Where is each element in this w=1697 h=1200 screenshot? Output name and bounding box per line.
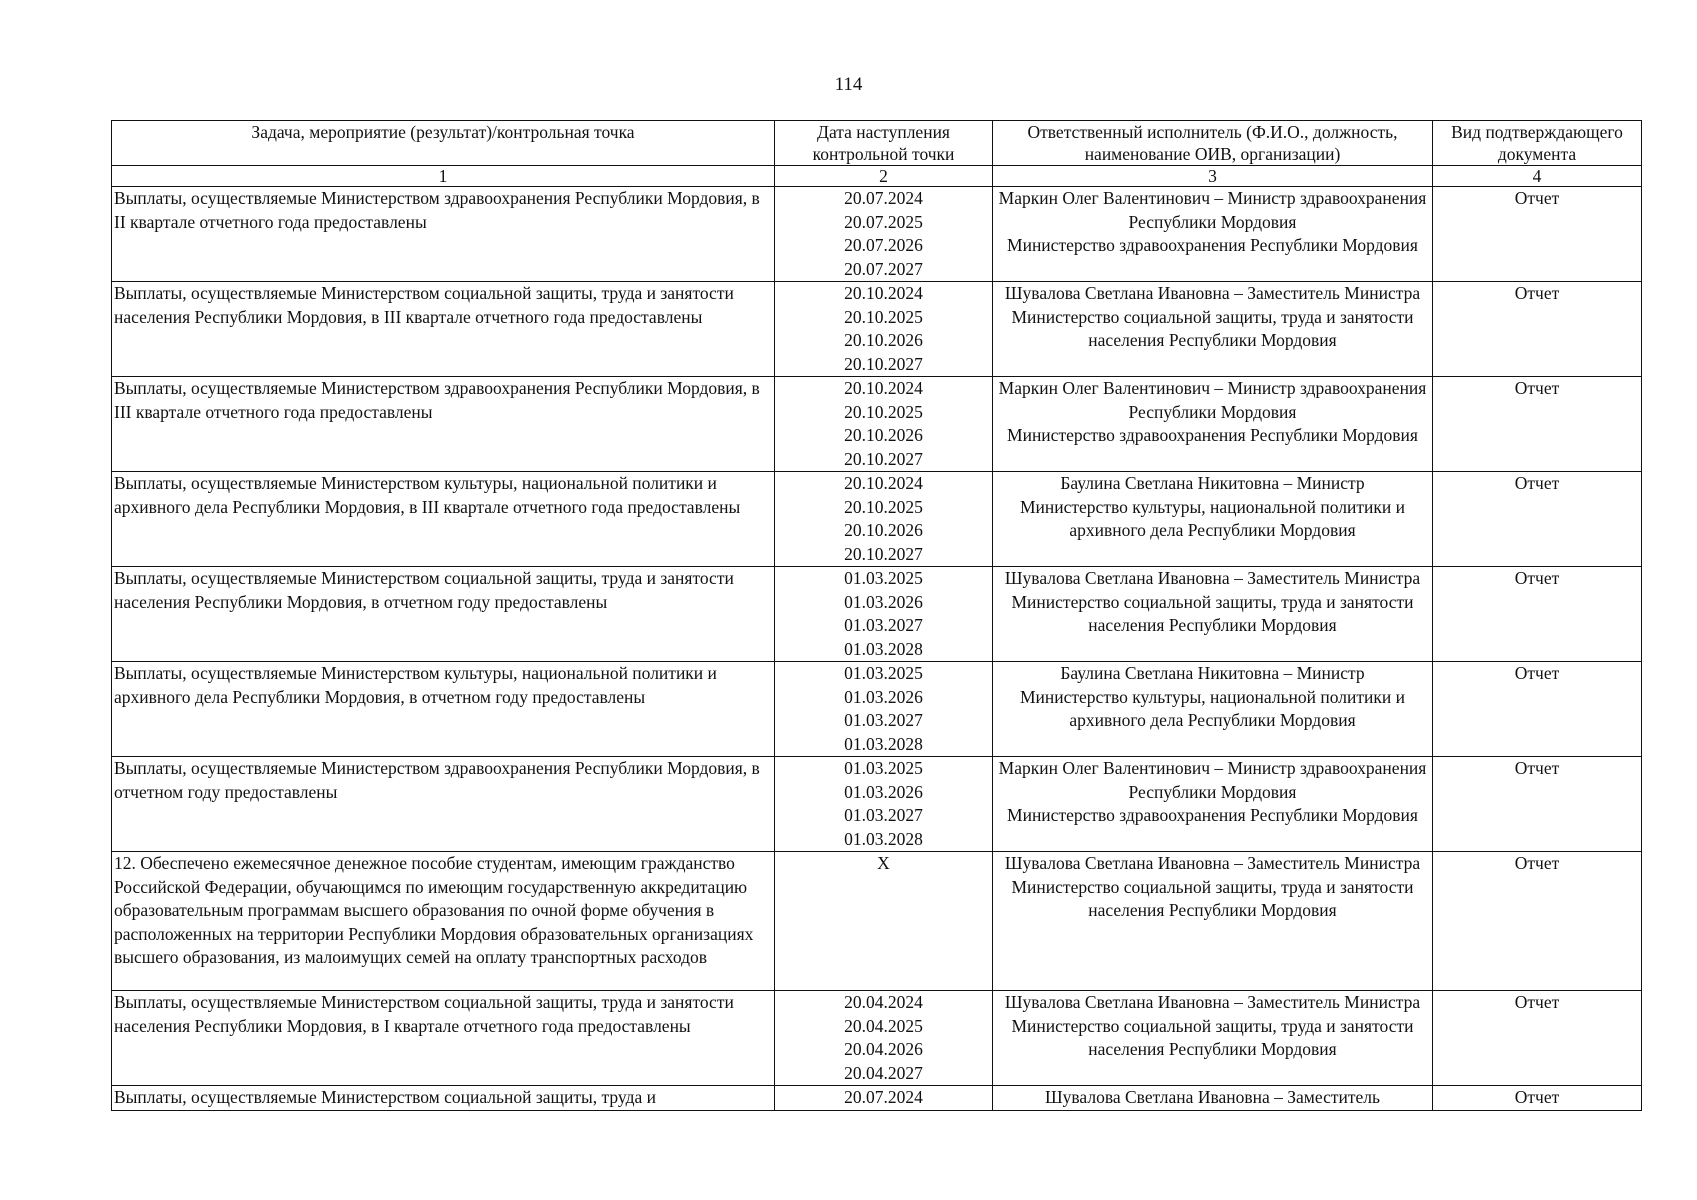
document-type-cell: Отчет [1433, 377, 1642, 472]
header-responsible: Ответственный исполнитель (Ф.И.О., должность, наименование ОИВ, организации) [993, 121, 1433, 166]
column-number: 3 [993, 166, 1433, 187]
control-date: 20.04.2027 [844, 1062, 923, 1083]
date-cell [775, 282, 993, 377]
control-date: 01.03.2027 [844, 615, 923, 635]
control-date: 20.10.2025 [844, 401, 923, 422]
task-cell: Выплаты, осуществляемые Министерством культуры, национальной политики и архивного дела Республики Мордовия, в III квартале отчетного года предоставлены [112, 472, 775, 567]
responsible-cell [993, 187, 1433, 282]
control-date: 20.07.2024 [844, 1087, 923, 1107]
responsible-person: Маркин Олег Валентинович – Министр здравоохранения Республики Мордовия [998, 188, 1427, 232]
responsible-person: Шувалова Светлана Ивановна – Заместитель Министра [1004, 992, 1421, 1012]
table-header-row [112, 121, 1642, 166]
responsible-organization: Министерство культуры, национальной политики и архивного дела Республики Мордовия [1019, 686, 1406, 730]
document-type-cell: Отчет [1433, 472, 1642, 567]
task-cell: Выплаты, осуществляемые Министерством социальной защиты, труда и занятости населения Республики Мордовия, в отчетном году предоставлены [112, 567, 775, 662]
control-date: 20.10.2025 [844, 496, 923, 517]
responsible-person: Баулина Светлана Никитовна – Министр [1060, 473, 1365, 493]
table-row [112, 567, 1642, 662]
table-row [112, 1086, 1642, 1111]
control-date: 20.10.2027 [844, 543, 923, 564]
control-date: 20.10.2024 [844, 473, 923, 493]
date-cell [775, 472, 993, 567]
responsible-person: Шувалова Светлана Ивановна – Заместитель [1044, 1087, 1380, 1107]
control-date: 20.10.2026 [844, 330, 923, 350]
control-date: 20.07.2027 [844, 258, 923, 279]
control-date: X [877, 853, 890, 873]
document-type-cell: Отчет [1433, 567, 1642, 662]
task-cell: Выплаты, осуществляемые Министерством здравоохранения Республики Мордовия, в отчетном году предоставлены [112, 757, 775, 852]
responsible-person: Шувалова Светлана Ивановна – Заместитель Министра [1004, 283, 1421, 303]
responsible-cell [993, 757, 1433, 852]
table-row [112, 187, 1642, 282]
control-date: 20.04.2024 [844, 992, 923, 1012]
date-cell [775, 662, 993, 757]
control-date: 20.04.2025 [844, 1015, 923, 1036]
responsible-organization: Министерство здравоохранения Республики Мордовия [1007, 425, 1418, 445]
responsible-organization: Министерство здравоохранения Республики Мордовия [1007, 805, 1418, 825]
control-date: 01.03.2028 [844, 733, 923, 754]
table-row [112, 472, 1642, 567]
task-cell: Выплаты, осуществляемые Министерством культуры, национальной политики и архивного дела Республики Мордовия, в отчетном году предоставлены [112, 662, 775, 757]
control-date: 01.03.2025 [844, 568, 923, 588]
control-date: 01.03.2028 [844, 638, 923, 659]
header-date: Дата наступления контрольной точки [775, 121, 993, 166]
responsible-person: Шувалова Светлана Ивановна – Заместитель Министра [1004, 568, 1421, 588]
control-date: 20.10.2025 [844, 306, 923, 327]
responsible-cell [993, 567, 1433, 662]
control-date: 01.03.2028 [844, 828, 923, 849]
responsible-organization: Министерство социальной защиты, труда и занятости населения Республики Мордовия [1011, 306, 1414, 350]
task-cell: Выплаты, осуществляемые Министерством здравоохранения Республики Мордовия, в III квартале отчетного года предоставлены [112, 377, 775, 472]
control-date: 20.10.2027 [844, 353, 923, 374]
document-type-cell: Отчет [1433, 991, 1642, 1086]
control-points-table [111, 120, 1642, 1111]
header-task: Задача, мероприятие (результат)/контрольная точка [112, 121, 775, 166]
responsible-organization: Министерство здравоохранения Республики Мордовия [1007, 235, 1418, 255]
task-cell: 12. Обеспечено ежемесячное денежное пособие студентам, имеющим гражданство Российской Федерации, обучающимся по имеющим государственную аккредитацию образовательным программам высшего образования по очной форме обучения в расположенных на территории Республики Мордовия образовательных организациях высшего образования, из малоимущих семей на оплату транспортных расходов [112, 852, 775, 991]
control-date: 01.03.2025 [844, 663, 923, 683]
responsible-cell [993, 377, 1433, 472]
table-row [112, 757, 1642, 852]
date-cell [775, 187, 993, 282]
document-type-cell: Отчет [1433, 187, 1642, 282]
column-number: 2 [775, 166, 993, 187]
responsible-cell [993, 472, 1433, 567]
responsible-organization: Министерство культуры, национальной политики и архивного дела Республики Мордовия [1019, 496, 1406, 540]
control-date: 20.04.2026 [844, 1039, 923, 1059]
responsible-cell [993, 991, 1433, 1086]
responsible-organization: Министерство социальной защиты, труда и занятости населения Республики Мордовия [1011, 591, 1414, 635]
responsible-person: Шувалова Светлана Ивановна – Заместитель Министра [1004, 853, 1421, 873]
column-number: 4 [1433, 166, 1642, 187]
table-row [112, 852, 1642, 991]
responsible-person: Маркин Олег Валентинович – Министр здравоохранения Республики Мордовия [998, 758, 1427, 802]
table-body [112, 187, 1642, 1111]
task-cell: Выплаты, осуществляемые Министерством социальной защиты, труда и [112, 1086, 775, 1111]
table-row [112, 991, 1642, 1086]
task-cell: Выплаты, осуществляемые Министерством социальной защиты, труда и занятости населения Республики Мордовия, в I квартале отчетного года предоставлены [112, 991, 775, 1086]
task-cell: Выплаты, осуществляемые Министерством социальной защиты, труда и занятости населения Республики Мордовия, в III квартале отчетного года предоставлены [112, 282, 775, 377]
control-date: 20.07.2025 [844, 211, 923, 232]
responsible-organization: Министерство социальной защиты, труда и занятости населения Республики Мордовия [1011, 1015, 1414, 1059]
page-number: 114 [834, 74, 863, 95]
control-date: 01.03.2026 [844, 591, 923, 612]
table-row [112, 377, 1642, 472]
responsible-cell [993, 852, 1433, 991]
responsible-person: Баулина Светлана Никитовна – Министр [1060, 663, 1365, 683]
date-cell [775, 377, 993, 472]
document-type-cell: Отчет [1433, 1086, 1642, 1111]
control-date: 01.03.2026 [844, 781, 923, 802]
task-cell: Выплаты, осуществляемые Министерством здравоохранения Республики Мордовия, в II квартале отчетного года предоставлены [112, 187, 775, 282]
document-type-cell: Отчет [1433, 662, 1642, 757]
control-date: 20.10.2026 [844, 425, 923, 445]
document-type-cell: Отчет [1433, 757, 1642, 852]
table-row [112, 282, 1642, 377]
control-date: 20.07.2024 [844, 188, 923, 208]
responsible-cell [993, 1086, 1433, 1111]
control-date: 20.10.2027 [844, 448, 923, 469]
date-cell [775, 757, 993, 852]
column-number: 1 [112, 166, 775, 187]
responsible-cell [993, 662, 1433, 757]
control-date: 01.03.2026 [844, 686, 923, 707]
date-cell [775, 567, 993, 662]
responsible-cell [993, 282, 1433, 377]
date-cell [775, 1086, 993, 1111]
control-date: 01.03.2027 [844, 805, 923, 825]
control-date: 20.10.2024 [844, 283, 923, 303]
control-date: 20.07.2026 [844, 235, 923, 255]
date-cell [775, 852, 993, 991]
header-document-type: Вид подтверждающего документа [1433, 121, 1642, 166]
responsible-organization: Министерство социальной защиты, труда и занятости населения Республики Мордовия [1011, 876, 1414, 920]
column-number-row [112, 166, 1642, 187]
control-date: 01.03.2027 [844, 710, 923, 730]
document-type-cell: Отчет [1433, 282, 1642, 377]
control-date: 01.03.2025 [844, 758, 923, 778]
date-cell [775, 991, 993, 1086]
table-row [112, 662, 1642, 757]
document-type-cell: Отчет [1433, 852, 1642, 991]
control-date: 20.10.2024 [844, 378, 923, 398]
control-date: 20.10.2026 [844, 520, 923, 540]
responsible-person: Маркин Олег Валентинович – Министр здравоохранения Республики Мордовия [998, 378, 1427, 422]
